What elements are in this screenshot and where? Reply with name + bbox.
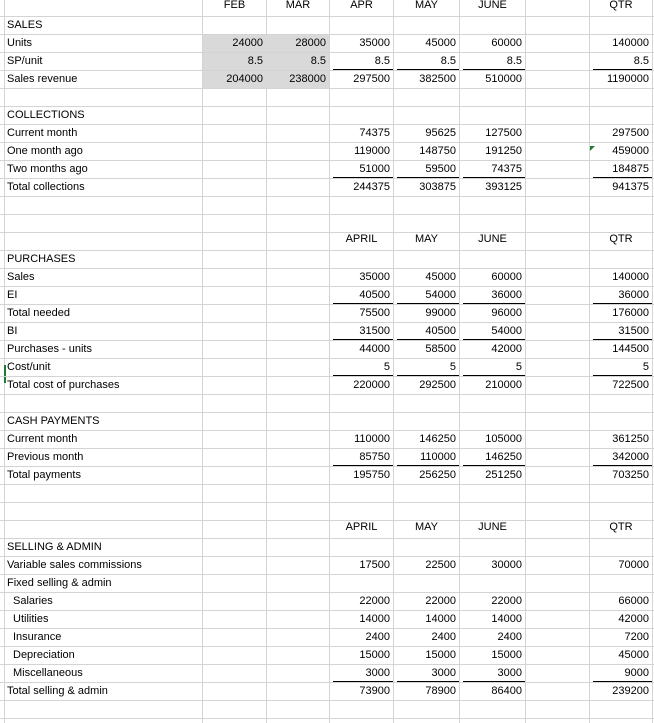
gridline [0, 646, 654, 647]
data-cell[interactable]: 36000 [618, 289, 649, 301]
column-header: JUNE [478, 0, 507, 11]
data-cell[interactable]: 58500 [425, 343, 456, 355]
gridline [0, 196, 654, 197]
data-cell[interactable]: 382500 [419, 73, 456, 85]
data-cell[interactable]: 8.5 [440, 55, 456, 67]
row-label: Total selling & admin [7, 685, 108, 697]
row-label: Sales revenue [7, 73, 78, 85]
gridline [266, 0, 267, 723]
gridline [0, 178, 654, 179]
data-cell[interactable]: 361250 [612, 433, 649, 445]
data-cell[interactable]: 459000 [612, 145, 649, 157]
row-label: Current month [7, 127, 78, 139]
row-label: BI [7, 325, 18, 337]
section-title: CASH PAYMENTS [7, 415, 100, 427]
data-cell[interactable]: 44000 [359, 343, 390, 355]
data-cell[interactable]: 184875 [612, 163, 649, 175]
column-header: QTR [609, 521, 633, 533]
underline [333, 177, 393, 178]
data-cell[interactable]: 45000 [425, 271, 456, 283]
data-cell[interactable]: 292500 [419, 379, 456, 391]
data-cell[interactable]: 99000 [425, 307, 456, 319]
underline [593, 177, 652, 178]
row-label: Utilities [13, 613, 49, 625]
underline [397, 303, 459, 304]
data-cell[interactable]: 7200 [624, 631, 649, 643]
data-cell[interactable]: 60000 [491, 37, 522, 49]
underline [463, 465, 525, 466]
data-cell[interactable]: 59500 [425, 163, 456, 175]
row-label: Two months ago [7, 163, 88, 175]
row-label: Miscellaneous [13, 667, 83, 679]
data-cell[interactable]: 45000 [618, 649, 649, 661]
data-cell[interactable]: 127500 [485, 127, 522, 139]
data-cell[interactable]: 42000 [491, 343, 522, 355]
data-cell[interactable]: 15000 [425, 649, 456, 661]
data-cell[interactable]: 70000 [618, 559, 649, 571]
data-cell[interactable]: 148750 [419, 145, 456, 157]
data-cell[interactable]: 144500 [612, 343, 649, 355]
gridline [0, 664, 654, 665]
data-cell[interactable]: 5 [449, 361, 456, 373]
row-label: Total needed [7, 307, 70, 319]
row-label: Total payments [7, 469, 81, 481]
data-cell[interactable]: 1190000 [606, 73, 649, 85]
data-cell[interactable]: 941375 [612, 181, 649, 193]
underline [593, 465, 652, 466]
column-header: JUNE [478, 233, 507, 245]
data-cell[interactable]: 8.5 [310, 55, 326, 67]
gridline [0, 610, 654, 611]
data-cell[interactable]: 86400 [491, 685, 522, 697]
gridline [0, 304, 654, 305]
data-cell[interactable]: 73900 [359, 685, 390, 697]
row-label: Purchases - units [7, 343, 92, 355]
data-cell[interactable]: 54000 [425, 289, 456, 301]
gridline [0, 52, 654, 53]
underline [463, 681, 525, 682]
data-cell[interactable]: 75500 [359, 307, 390, 319]
gridline [0, 124, 654, 125]
row-label: Depreciation [13, 649, 75, 661]
gridline [0, 70, 654, 71]
underline [397, 465, 459, 466]
gridline [0, 484, 654, 485]
underline [593, 303, 652, 304]
data-cell[interactable]: 110000 [420, 451, 456, 463]
data-cell[interactable]: 42000 [618, 613, 649, 625]
gridline [652, 0, 653, 723]
underline [397, 681, 459, 682]
underline [593, 375, 652, 376]
data-cell[interactable]: 15000 [491, 649, 522, 661]
data-cell[interactable]: 3000 [497, 667, 522, 679]
data-cell[interactable]: 3000 [365, 667, 390, 679]
data-cell[interactable]: 244375 [353, 181, 390, 193]
data-cell[interactable]: 9000 [624, 667, 649, 679]
gridline [0, 160, 654, 161]
data-cell[interactable]: 51000 [359, 163, 390, 175]
underline [463, 69, 525, 70]
underline [397, 177, 459, 178]
gridline [0, 466, 654, 467]
data-cell[interactable]: 342000 [612, 451, 649, 463]
data-cell[interactable]: 5 [515, 361, 522, 373]
data-cell[interactable]: 2400 [497, 631, 522, 643]
data-cell[interactable]: 8.5 [506, 55, 522, 67]
data-cell[interactable]: 40500 [425, 325, 456, 337]
underline [397, 339, 459, 340]
gridline [0, 520, 654, 521]
data-cell[interactable]: 40500 [359, 289, 390, 301]
gridline [0, 358, 654, 359]
data-cell[interactable]: 256250 [419, 469, 456, 481]
data-cell[interactable]: 66000 [618, 595, 649, 607]
gridline [0, 286, 654, 287]
data-cell[interactable]: 297500 [612, 127, 649, 139]
data-cell[interactable] [590, 574, 649, 592]
underline [333, 465, 393, 466]
data-cell[interactable]: 195750 [353, 469, 390, 481]
data-cell[interactable]: 8.5 [633, 55, 649, 67]
data-cell[interactable]: 220000 [353, 379, 390, 391]
data-cell[interactable]: 35000 [359, 37, 390, 49]
data-cell[interactable]: 204000 [226, 73, 263, 85]
data-cell[interactable]: 722500 [612, 379, 649, 391]
data-cell[interactable]: 54000 [491, 325, 522, 337]
data-cell[interactable]: 30000 [491, 559, 522, 571]
underline [463, 303, 525, 304]
underline [333, 375, 393, 376]
gridline [0, 34, 654, 35]
row-label: SP/unit [7, 55, 43, 67]
underline [333, 303, 393, 304]
data-cell[interactable] [330, 574, 390, 592]
underline [593, 69, 652, 70]
data-cell[interactable]: 35000 [359, 271, 390, 283]
data-cell[interactable]: 14000 [491, 613, 522, 625]
data-cell[interactable]: 85750 [359, 451, 390, 463]
data-cell[interactable]: 146250 [419, 433, 456, 445]
data-cell[interactable]: 140000 [612, 271, 649, 283]
gridline [0, 142, 654, 143]
underline [397, 69, 459, 70]
gridline [0, 628, 654, 629]
data-cell[interactable]: 510000 [485, 73, 522, 85]
column-header: MAY [414, 521, 439, 533]
data-cell[interactable]: 31500 [359, 325, 390, 337]
underline [463, 177, 525, 178]
gridline [0, 718, 654, 719]
data-cell[interactable]: 22000 [359, 595, 390, 607]
row-label: Total cost of purchases [7, 379, 120, 391]
row-label: Units [7, 37, 33, 49]
underline [463, 375, 525, 376]
data-cell[interactable]: 60000 [491, 271, 522, 283]
data-cell[interactable]: 393125 [485, 181, 522, 193]
gridline [0, 232, 654, 233]
data-cell[interactable]: 303875 [419, 181, 456, 193]
data-cell[interactable]: 210000 [485, 379, 522, 391]
data-cell[interactable]: 14000 [425, 613, 456, 625]
data-cell[interactable] [394, 574, 456, 592]
gridline [0, 214, 654, 215]
data-cell[interactable]: 96000 [491, 307, 522, 319]
column-header: MAY [414, 233, 439, 245]
data-cell[interactable]: 17500 [359, 559, 390, 571]
data-cell[interactable]: 8.5 [374, 55, 390, 67]
underline [463, 339, 525, 340]
data-cell[interactable]: 8.5 [247, 55, 263, 67]
section-title: SALES [7, 19, 43, 31]
data-cell[interactable]: 251250 [485, 469, 522, 481]
data-cell[interactable]: 78900 [425, 685, 456, 697]
data-cell[interactable]: 28000 [295, 37, 326, 49]
gridline [0, 502, 654, 503]
data-cell[interactable]: 5 [383, 361, 390, 373]
underline [333, 339, 393, 340]
data-cell[interactable]: 3000 [431, 667, 456, 679]
data-cell[interactable]: 22000 [425, 595, 456, 607]
gridline [0, 430, 654, 431]
column-header: QTR [609, 233, 633, 245]
gridline [0, 268, 654, 269]
row-label: Insurance [13, 631, 62, 643]
data-cell[interactable]: 140000 [612, 37, 649, 49]
section-title: COLLECTIONS [7, 109, 85, 121]
row-label: Current month [7, 433, 78, 445]
column-header: APR [350, 0, 373, 11]
selection-border [4, 365, 6, 383]
data-cell[interactable]: 14000 [359, 613, 390, 625]
underline [333, 69, 393, 70]
data-cell[interactable]: 2400 [431, 631, 456, 643]
row-label: EI [7, 289, 18, 301]
gridline [0, 250, 654, 251]
data-cell[interactable]: 74375 [491, 163, 522, 175]
data-cell[interactable]: 22500 [425, 559, 456, 571]
row-label: Total collections [7, 181, 85, 193]
row-label: Cost/unit [7, 361, 51, 373]
data-cell[interactable]: 2400 [365, 631, 390, 643]
data-cell[interactable]: 297500 [353, 73, 390, 85]
data-cell[interactable]: 24000 [232, 37, 263, 49]
gridline [0, 700, 654, 701]
gridline [4, 0, 5, 723]
underline [593, 339, 652, 340]
row-label: Previous month [7, 451, 84, 463]
data-cell[interactable]: 110000 [354, 433, 390, 445]
gridline [525, 0, 526, 723]
column-header: QTR [609, 0, 633, 11]
gridline [202, 0, 203, 723]
row-label: Fixed selling & admin [7, 577, 112, 589]
data-cell[interactable]: 22000 [491, 595, 522, 607]
section-title: PURCHASES [7, 253, 76, 265]
gridline [0, 448, 654, 449]
gridline [0, 592, 654, 593]
gridline [0, 106, 654, 107]
section-title: SELLING & ADMIN [7, 541, 102, 553]
data-cell[interactable]: 191250 [485, 145, 522, 157]
row-label: Salaries [13, 595, 53, 607]
data-cell[interactable]: 176000 [612, 307, 649, 319]
gridline [0, 322, 654, 323]
column-header: APRIL [345, 521, 378, 533]
data-cell[interactable] [460, 574, 522, 592]
column-header: APRIL [345, 233, 378, 245]
data-cell[interactable]: 45000 [425, 37, 456, 49]
row-label: One month ago [7, 145, 83, 157]
row-label: Sales [7, 271, 35, 283]
row-label: Variable sales commissions [7, 559, 142, 571]
data-cell[interactable]: 5 [642, 361, 649, 373]
underline [333, 681, 393, 682]
column-header: FEB [223, 0, 246, 11]
data-cell[interactable]: 15000 [359, 649, 390, 661]
data-cell[interactable]: 703250 [612, 469, 649, 481]
column-header: MAR [285, 0, 311, 11]
gridline [0, 88, 654, 89]
gridline [0, 340, 654, 341]
column-header: JUNE [478, 521, 507, 533]
underline [397, 375, 459, 376]
data-cell[interactable]: 239200 [612, 685, 649, 697]
gridline [0, 394, 654, 395]
column-header: MAY [414, 0, 439, 11]
data-cell[interactable]: 238000 [289, 73, 326, 85]
data-cell[interactable]: 31500 [618, 325, 649, 337]
data-cell[interactable]: 119000 [354, 145, 390, 157]
data-cell[interactable]: 74375 [359, 127, 390, 139]
data-cell[interactable]: 105000 [485, 433, 522, 445]
underline [593, 681, 652, 682]
data-cell[interactable]: 36000 [491, 289, 522, 301]
gridline [0, 16, 654, 17]
data-cell[interactable]: 95625 [425, 127, 456, 139]
data-cell[interactable]: 146250 [485, 451, 522, 463]
